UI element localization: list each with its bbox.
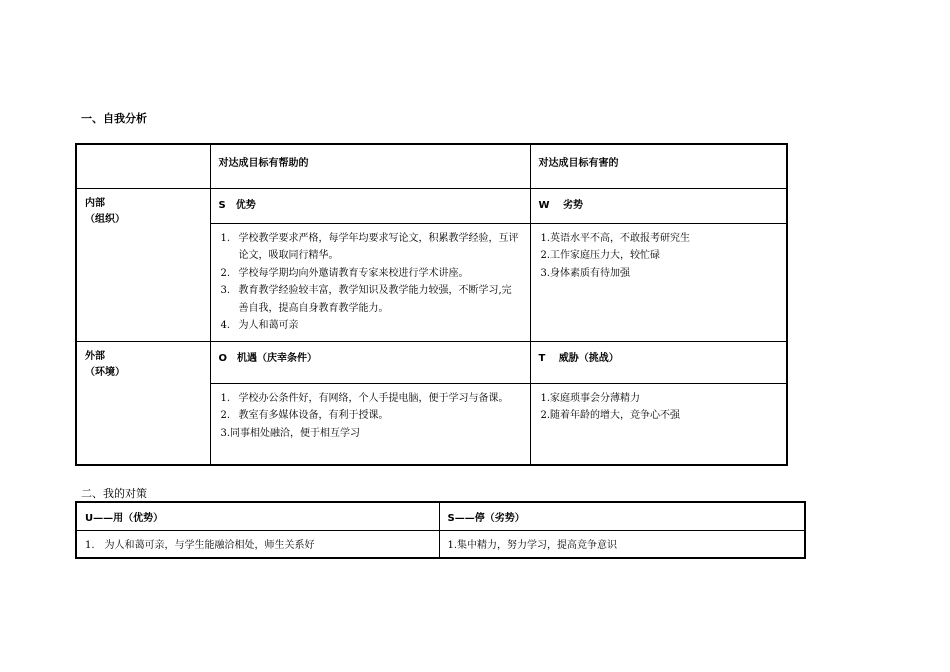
external-label-cell	[76, 341, 210, 465]
stop-item: 1.集中精力，努力学习，提高竞争意识	[439, 531, 805, 559]
use-item: 1. 为人和蔼可亲，与学生能融洽相处，师生关系好	[76, 531, 439, 559]
opportunity-item: 3.同事相处融洽，便于相互学习	[220, 427, 361, 439]
internal-sub-label: （组织）	[85, 213, 125, 225]
weakness-item: 1.英语水平不高，不敢报考研究生	[540, 232, 691, 244]
strength-item: 3. 教育教学经验较丰富，教学知识及教学能力较强，不断学习,完善自我，提高自身教育教学能力。	[220, 285, 512, 314]
opportunities-cell	[210, 383, 530, 465]
stop-header: S——停（劣势）	[439, 502, 805, 531]
swot-table	[75, 143, 788, 466]
swot-header-row	[76, 144, 787, 188]
harmful-header: 对达成目标有害的	[530, 144, 787, 188]
weaknesses-cell	[530, 223, 787, 341]
section-2-title: 二、我的对策	[81, 487, 147, 500]
opportunities-list	[219, 390, 522, 425]
helpful-header: 对达成目标有帮助的	[210, 144, 530, 188]
threat-item: 1.家庭琐事会分薄精力	[540, 392, 641, 404]
section-1-title: 一、自我分析	[81, 112, 147, 125]
empty-corner-cell	[76, 144, 210, 188]
strengths-cell	[210, 223, 530, 341]
threats-title: T 威胁（挑战）	[530, 341, 787, 383]
strength-item: 4. 为人和蔼可亲	[220, 320, 299, 331]
opportunity-item: 1. 学校办公条件好，有网络，个人手提电脑，便于学习与备课。	[220, 392, 509, 404]
weakness-item: 2.工作家庭压力大，较忙碌	[540, 250, 661, 261]
weaknesses-title: W 劣势	[530, 188, 787, 223]
external-title-row	[76, 341, 787, 383]
internal-label-cell	[76, 188, 210, 341]
weakness-item: 3.身体素质有待加强	[540, 267, 631, 279]
opportunities-title: O 机遇（庆幸条件）	[210, 341, 530, 383]
strategy-header-row	[76, 502, 805, 531]
strength-item: 2. 学校每学期均向外邀请教育专家来校进行学术讲座。	[220, 267, 469, 279]
threat-item: 2.随着年龄的增大，竞争心不强	[540, 410, 681, 421]
strategy-table	[75, 501, 806, 559]
strategy-content-row	[76, 531, 805, 559]
use-header: U——用（优势）	[76, 502, 439, 531]
strengths-list	[219, 230, 522, 335]
strength-item: 1. 学校教学要求严格，每学年均要求写论文，积累教学经验，互评论文，吸取同行精华。	[220, 232, 519, 261]
external-label: 外部	[85, 350, 105, 362]
internal-label: 内部	[85, 197, 105, 209]
external-sub-label: （环境）	[85, 366, 125, 378]
threats-cell	[530, 383, 787, 465]
opportunity-item: 2. 教室有多媒体设备，有利于授课。	[220, 410, 389, 421]
strengths-title: S 优势	[210, 188, 530, 223]
internal-title-row	[76, 188, 787, 223]
